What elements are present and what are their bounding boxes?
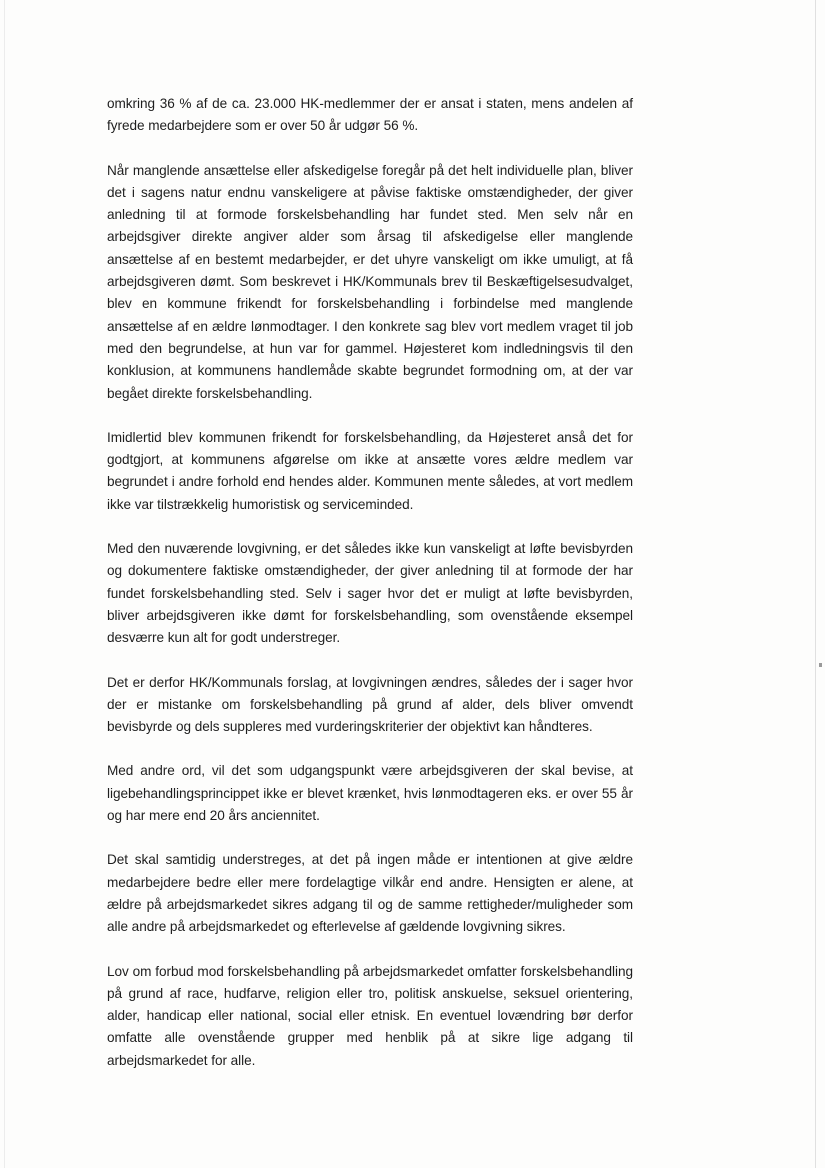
paragraph-3: Imidlertid blev kommunen frikendt for forskelsbehandling, da Højesteret anså det for godtgjort, at kommunens afgørelse om ikke at ansætte vores ældre medlem var begrundet i andre forhold end hendes alder. Kommunen mente således, at vort medlem ikke var tilstrækkelig humoristisk og serviceminded. — [107, 429, 633, 512]
paragraph-8: Lov om forbud mod forskelsbehandling på arbejdsmarkedet omfatter forskelsbehandling på grund af race, hudfarve, religion eller tro, politisk anskuelse, seksuel orientering, alder, handicap eller national, social eller etnisk. En eventuel lovændring bør derfor omfatte alle ovenstående grupper med henblik på at sikre lige adgang til arbejdsmarkedet for alle. — [107, 963, 633, 1068]
document-body — [107, 93, 633, 1094]
paragraph-6: Med andre ord, vil det som udgangspunkt være arbejdsgiveren der skal bevise, at ligebehandlingsprincippet ikke er blevet krænket, hvis lønmodtageren eks. er over 55 år og har mere end 20 års anciennitet. — [107, 763, 633, 824]
paragraph-4: Med den nuværende lovgivning, er det således ikke kun vanskeligt at løfte bevisbyrden og dokumentere faktiske omstændigheder, der giver anledning til at formode der har fundet forskelsbehandling sted. Selv i sager hvor det er muligt at løfte bevisbyrden, bliver arbejdsgiveren ikke dømt for forskelsbehandling, som ovenstående eksempel desværre kun alt for godt understreger. — [107, 541, 633, 646]
paragraph-5: Det er derfor HK/Kommunals forslag, at lovgivningen ændres, således der i sager hvor der er mistanke om forskelsbehandling på grund af alder, dels bliver omvendt bevisbyrde og dels suppleres med vurderingskriterier der objektivt kan håndteres. — [107, 674, 633, 735]
scan-edge-right — [815, 0, 816, 1168]
scan-edge-left — [4, 0, 5, 1168]
paragraph-1: omkring 36 % af de ca. 23.000 HK-medlemmer der er ansat i staten, mens andelen af fyrede medarbejdere som er over 50 år udgør 56 %. — [107, 96, 633, 134]
scan-speck — [819, 663, 822, 667]
paragraph-7: Det skal samtidig understreges, at det på ingen måde er intentionen at give ældre medarbejdere bedre eller mere fordelagtige vilkår end andre. Hensigten er alene, at ældre på arbejdsmarkedet sikres adgang til og de samme rettigheder/muligheder som alle andre på arbejdsmarkedet og efterlevelse af gældende lovgivning sikres. — [107, 852, 633, 935]
paragraph-2: Når manglende ansættelse eller afskedigelse foregår på det helt individuelle plan, bliver det i sagens natur endnu vanskeligere at påvise faktiske omstændigheder, der giver anledning til at formode forskelsbehandling har fundet sted. Men selv når en arbejdsgiver direkte angiver alder som årsag til afskedigelse eller manglende ansættelse af en bestemt medarbejder, er det uhyre vanskeligt om ikke umuligt, at få arbejdsgiveren dømt. Som beskrevet i HK/Kommunals brev til Beskæftigelsesudvalget, blev en kommune frikendt for forskelsbehandling i forbindelse med manglende ansættelse af en ældre lønmodtager. I den konkrete sag blev vort medlem vraget til job med den begrundelse, at hun var for gammel. Højesteret kom indledningsvis til den konklusion, at kommunens handlemåde skabte begrundet formodning om, at der var begået direkte forskelsbehandling. — [107, 162, 633, 401]
